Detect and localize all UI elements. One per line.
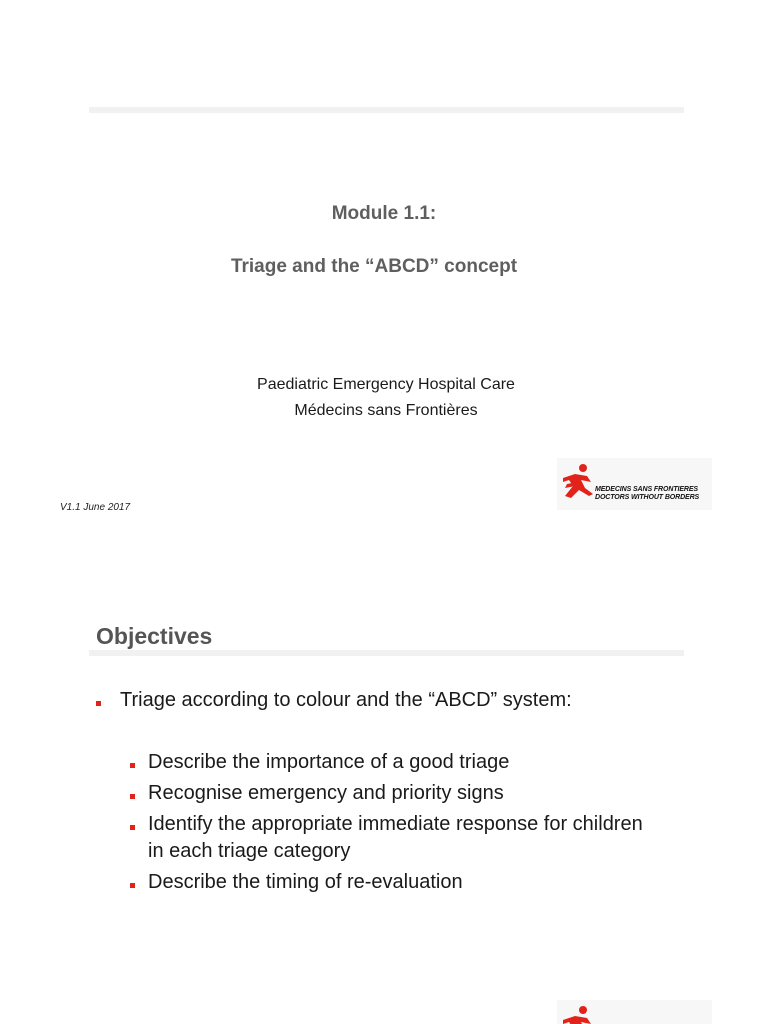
module-title: Module 1.1: [331,203,437,224]
course-name: Paediatric Emergency Hospital Care [257,376,515,393]
logo-text [595,486,699,502]
version-label: V1.1 June 2017 [60,502,131,513]
organisation-name: Médecins sans Frontières [294,402,478,419]
objectives-slide [0,580,768,1024]
sub-bullet-list [128,749,648,900]
header-divider [89,107,684,113]
module-subtitle: Triage and the “ABCD” concept [230,256,518,277]
list-item-text: Recognise emergency and priority signs [148,782,504,804]
msf-logo [557,458,712,510]
bullet-icon [130,794,135,799]
bullet-icon [130,883,135,888]
bullet-icon [96,701,101,706]
logo-text-line1: MEDECINS SANS FRONTIERES [595,486,699,493]
msf-logo-partial [557,1000,712,1024]
list-item [128,749,648,776]
list-item [128,811,648,865]
list-item-text: Describe the importance of a good triage [148,751,510,773]
msf-running-figure-icon [561,462,597,502]
slide-title: Objectives [96,623,213,649]
bullet-icon [130,763,135,768]
msf-running-figure-icon [561,1004,597,1024]
list-item [96,687,572,714]
main-bullet-list [96,687,572,714]
list-item-text: Triage according to colour and the “ABCD” system: [120,689,572,711]
list-item-text: Describe the timing of re-evaluation [148,871,463,893]
list-item-text: Identify the appropriate immediate response for children in each triage category [148,813,643,862]
bullet-icon [130,825,135,830]
list-item [128,869,648,896]
title-divider [89,650,684,656]
list-item [128,780,648,807]
logo-text-line2: DOCTORS WITHOUT BORDERS [595,494,700,501]
